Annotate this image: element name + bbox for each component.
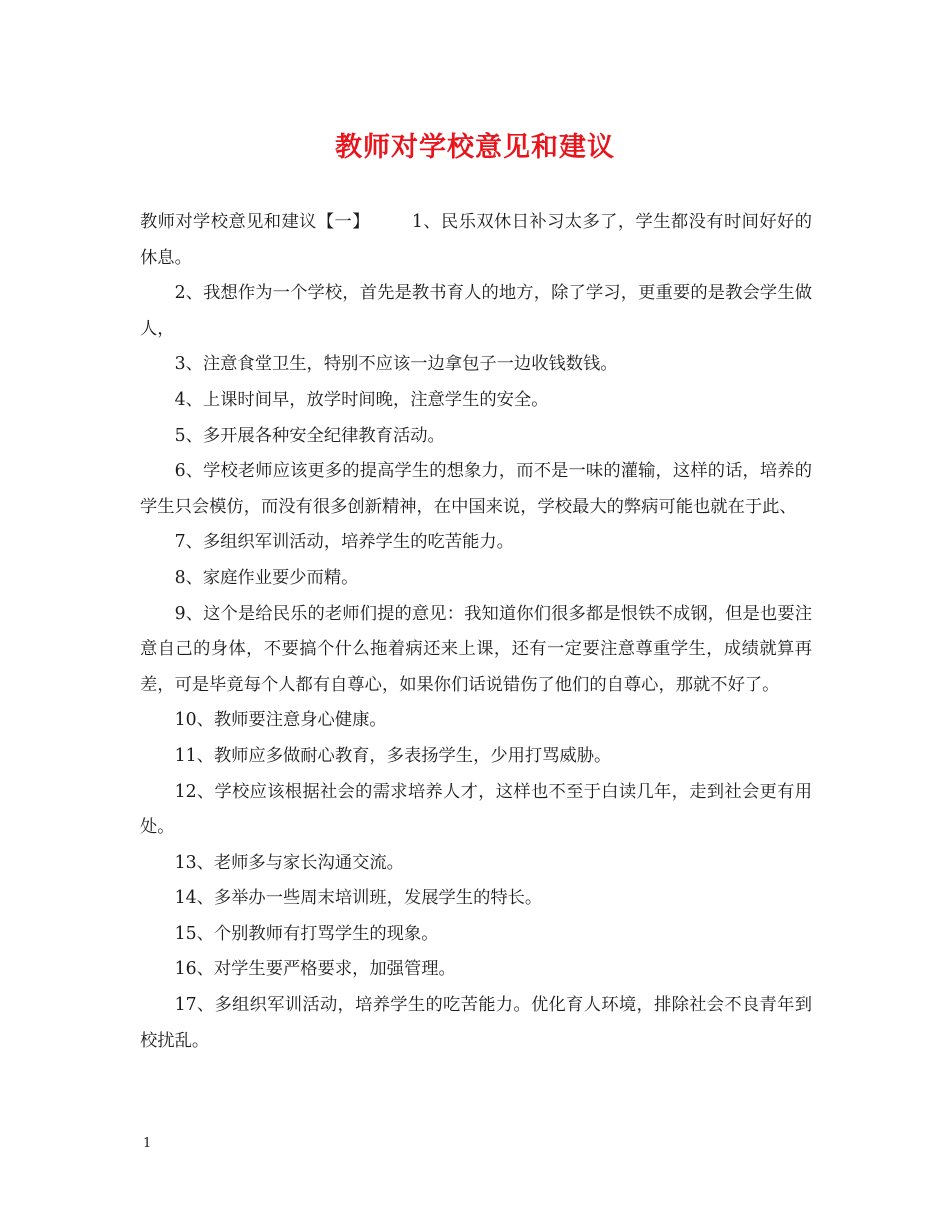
paragraph-12: 12、学校应该根据社会的需求培养人才，这样也不至于白读几年，走到社会更有用处。 bbox=[140, 781, 812, 838]
paragraph-9: 9、这个是给民乐的老师们提的意见：我知道你们很多都是恨铁不成钢，但是也要注意自己的身体，不要搞个什么拖着病还来上课，还有一定要注意尊重学生，成绩就算再差，可是毕竟每个人都有自尊心，如果你们话说错伤了他们的自尊心，那就不好了。 bbox=[140, 603, 812, 695]
paragraph-7: 7、多组织军训活动，培养学生的吃苦能力。 bbox=[174, 532, 514, 553]
paragraph-1 bbox=[140, 205, 812, 276]
document-title: 教师对学校意见和建议 bbox=[335, 132, 615, 163]
paragraph-17: 17、多组织军训活动，培养学生的吃苦能力。优化育人环境，排除社会不良青年到校扰乱。 bbox=[140, 995, 812, 1051]
paragraph-8: 8、家庭作业要少而精。 bbox=[174, 567, 359, 588]
paragraph-2: 2、我想作为一个学校，首先是教书育人的地方，除了学习，更重要的是教会学生做人， bbox=[140, 283, 812, 339]
paragraph-6: 6、学校老师应该更多的提高学生的想象力，而不是一味的灌输，这样的话，培养的学生只会模仿，而没有很多创新精神，在中国来说，学校最大的弊病可能也就在于此、 bbox=[140, 461, 812, 517]
paragraph-10: 10、教师要注意身心健康。 bbox=[174, 710, 387, 731]
paragraph-4: 4、上课时间早，放学时间晚，注意学生的安全。 bbox=[174, 389, 549, 410]
paragraph-13: 13、老师多与家长沟通交流。 bbox=[174, 852, 404, 873]
paragraph-3: 3、注意食堂卫生，特别不应该一边拿包子一边收钱数钱。 bbox=[174, 354, 618, 375]
paragraph-14: 14、多举办一些周末培训班，发展学生的特长。 bbox=[174, 888, 543, 909]
section-lead-in: 教师对学校意见和建议【一】 bbox=[140, 212, 370, 232]
paragraph-16: 16、对学生要严格要求，加强管理。 bbox=[174, 959, 456, 980]
page-number: 1 bbox=[143, 1136, 152, 1151]
paragraph-5: 5、多开展各种安全纪律教育活动。 bbox=[174, 425, 445, 446]
paragraph-15: 15、个别教师有打骂学生的现象。 bbox=[174, 923, 439, 944]
paragraph-1-text: 1、民乐双休日补习太多了，学生都没有时间好好的休息。 bbox=[140, 212, 812, 268]
document-body bbox=[140, 205, 812, 1059]
paragraph-11: 11、教师应多做耐心教育，多表扬学生，少用打骂威胁。 bbox=[174, 745, 612, 766]
